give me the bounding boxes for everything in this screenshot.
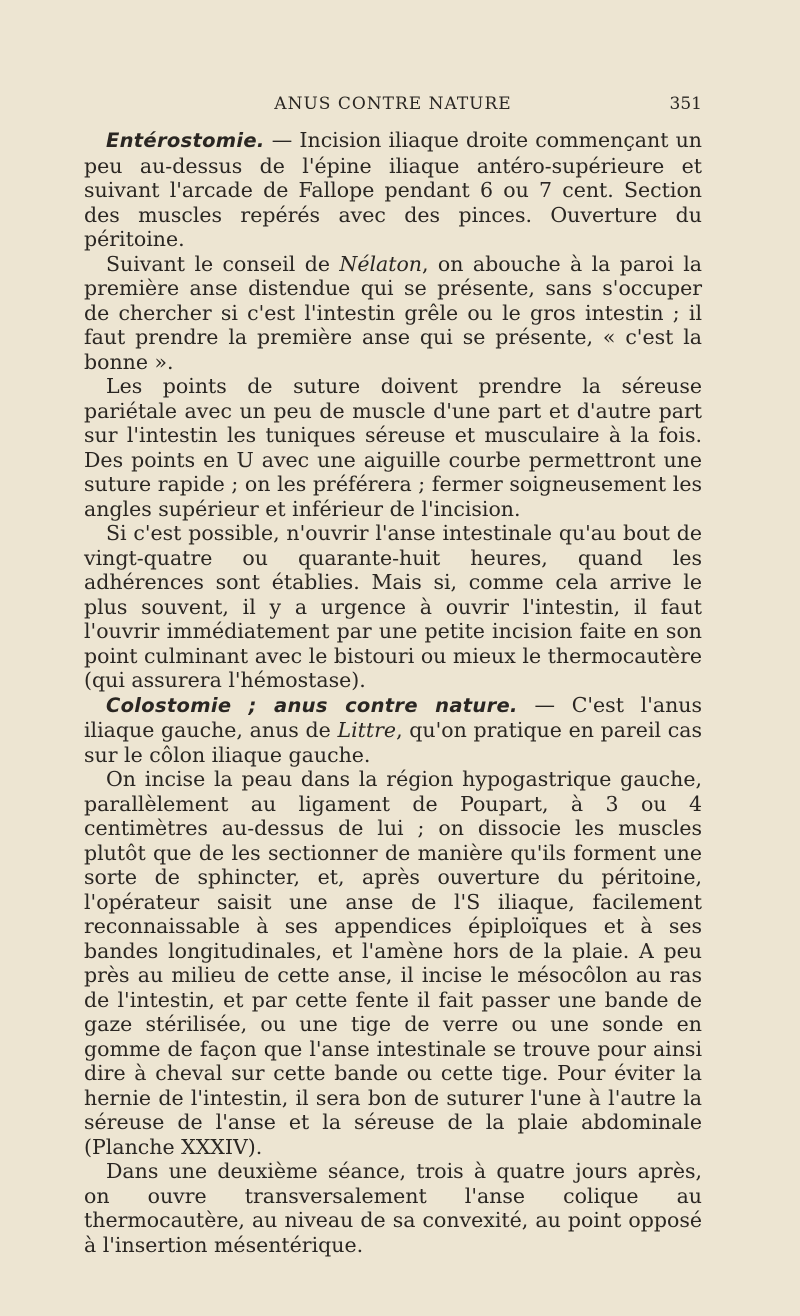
page-number: 351 bbox=[669, 94, 702, 114]
paragraph-text: , on abouche à la paroi la première anse distendue qui se présente, sans s'occuper de chercher si c'est l'intestin grêle ou le gros intestin ; il faut prendre la première anse qui se présente, « c'est la bonne ». bbox=[84, 251, 702, 374]
section-heading-enterostomie: Entérostomie. bbox=[106, 129, 265, 152]
paragraph-deuxieme-seance bbox=[84, 1159, 702, 1257]
paragraph-text: On incise la peau dans la région hypogastrique gauche, parallèlement au ligament de Poupart, à 3 ou 4 centimètres au-dessus de lui ; on dissocie les muscles plutôt que de les sectionner de manière qu'ils forment une sorte de sphincter, et, après ouverture du péritoine, l'opérateur saisit une anse de l'S iliaque, facilement reconnaissable à ses appendices épiploïques et à ses bandes longitudinales, et l'amène hors de la plaie. A peu près au milieu de cette anse, il incise le mésocôlon au ras de l'intestin, et par cette fente il fait passer une bande de gaze stérilisée, ou une tige de verre ou une sonde en gomme de façon que l'anse intestinale se trouve pour ainsi dire à cheval sur cette bande ou cette tige. Pour éviter la hernie de l'intestin, il sera bon de suturer l'une à l'autre la séreuse de l'anse et la séreuse de la plaie abdominale (Planche XXXIV). bbox=[84, 767, 702, 1159]
author-name-nelaton: Nélaton bbox=[339, 251, 423, 276]
body-text bbox=[84, 128, 702, 1257]
paragraph-text: Les points de suture doivent prendre la séreuse pariétale avec un peu de muscle d'une part et d'autre part sur l'intestin les tuniques séreuse et musculaire à la fois. Des points en U avec une aiguille courbe permettront une suture rapide ; on les préférera ; fermer soigneusement les angles supérieur et inférieur de l'incision. bbox=[84, 374, 702, 521]
paragraph-ouverture bbox=[84, 521, 702, 693]
paragraph-incision bbox=[84, 767, 702, 1159]
running-head bbox=[84, 94, 702, 118]
section-heading-colostomie: Colostomie ; anus contre nature. bbox=[106, 693, 518, 717]
running-title: ANUS CONTRE NATURE bbox=[274, 94, 512, 114]
paragraph-enterostomie bbox=[84, 128, 702, 252]
paragraph-sutures bbox=[84, 374, 702, 521]
paragraph-text: — Incision iliaque droite commençant un peu au-dessus de l'épine iliaque antéro-supérieure et suivant l'arcade de Fallope pendant 6 ou 7 cent. Section des muscles repérés avec des pinces. Ouverture du péritoine. bbox=[84, 128, 702, 251]
author-name-littre: Littre bbox=[337, 718, 397, 742]
paragraph-text: Si c'est possible, n'ouvrir l'anse intestinale qu'au bout de vingt-quatre ou quarante-huit heures, quand les adhérences sont établies. Mais si, comme cela arrive le plus souvent, il y a urgence à ouvrir l'intestin, il faut l'ouvrir immédiatement par une petite incision faite en son point culminant avec le bistouri ou mieux le thermocautère (qui assurera l'hémostase). bbox=[84, 521, 702, 692]
paragraph-colostomie bbox=[84, 693, 702, 768]
paragraph-text: Suivant le conseil de bbox=[106, 251, 340, 276]
paragraph-text: Dans une deuxième séance, trois à quatre jours après, on ouvre transversalement l'anse colique au thermocautère, au niveau de sa convexité, au point opposé à l'insertion mésentérique. bbox=[84, 1159, 702, 1257]
paragraph-nelaton bbox=[84, 252, 702, 375]
paragraph-text: — C'est l'anus iliaque gauche, anus de bbox=[84, 692, 702, 742]
paragraph-text: , qu'on pratique en pareil cas sur le côlon iliaque gauche. bbox=[84, 718, 702, 767]
